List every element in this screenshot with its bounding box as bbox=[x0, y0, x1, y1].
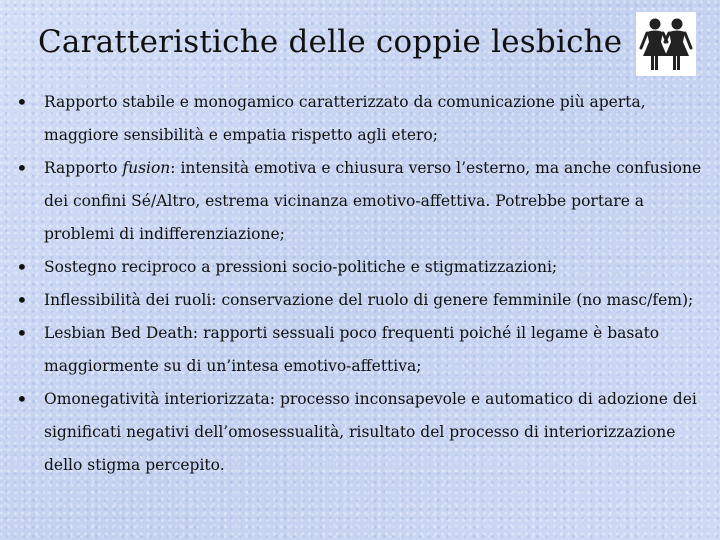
bullet-emphasis: fusion bbox=[122, 159, 171, 177]
bullet-text: Omonegatività interiorizzata: processo inconsapevole e automatico di adozione dei significati negativi dell’omosessualità, risultato del processo di interiorizzazione dello stigma percepito. bbox=[44, 390, 697, 474]
bullet-text: Lesbian Bed Death: rapporti sessuali poco frequenti poiché il legame è basato maggiormente su di un’intesa emotivo-affettiva; bbox=[44, 324, 660, 375]
bullet-item bbox=[16, 317, 706, 383]
bullet-item bbox=[16, 86, 706, 152]
two-women-icon bbox=[636, 12, 696, 76]
bullet-dot: • bbox=[16, 156, 28, 180]
bullet-text: Sostegno reciproco a pressioni socio-politiche e stigmatizzazioni; bbox=[44, 258, 558, 276]
bullet-item bbox=[16, 152, 706, 251]
bullet-list bbox=[16, 86, 706, 482]
bullet-dot: • bbox=[16, 90, 28, 114]
bullet-rest: : intensità emotiva e chiusura verso l’esterno, ma anche confusione dei confini Sé/Altro, estrema vicinanza emotivo-affettiva. Potrebbe portare a problemi di indifferenziazione; bbox=[44, 159, 702, 243]
bullet-dot: • bbox=[16, 288, 28, 312]
bullet-item bbox=[16, 251, 706, 284]
bullet-dot: • bbox=[16, 387, 28, 411]
bullet-item bbox=[16, 383, 706, 482]
bullet-text: Inflessibilità dei ruoli: conservazione del ruolo di genere femminile (no masc/fem); bbox=[44, 291, 694, 309]
bullet-text: Rapporto stabile e monogamico caratterizzato da comunicazione più aperta, maggiore sensibilità e empatia rispetto agli etero; bbox=[44, 93, 646, 144]
bullet-dot: • bbox=[16, 255, 28, 279]
bullet-dot: • bbox=[16, 321, 28, 345]
slide-title: Caratteristiche delle coppie lesbiche bbox=[38, 24, 623, 60]
bullet-text bbox=[44, 159, 701, 243]
bullet-item bbox=[16, 284, 706, 317]
bullet-prefix: Rapporto bbox=[44, 159, 123, 177]
